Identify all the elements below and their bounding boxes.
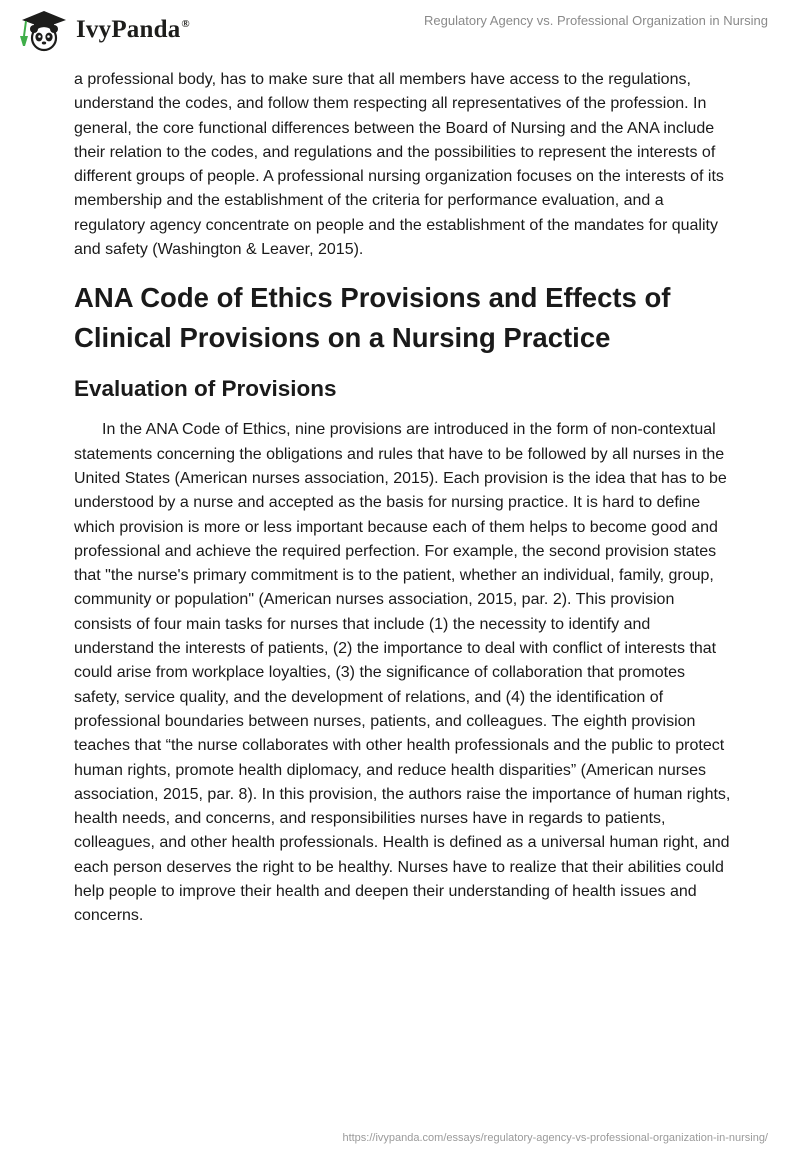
panda-graduation-cap-icon <box>14 8 70 52</box>
document-title: Regulatory Agency vs. Professional Organization in Nursing <box>424 13 768 28</box>
source-url[interactable]: https://ivypanda.com/essays/regulatory-agency-vs-professional-organization-in-nursing/ <box>342 1132 768 1144</box>
brand-text: IvyPanda <box>76 16 181 43</box>
body-paragraph: a professional body, has to make sure that all members have access to the regulations, understand the codes, and follow them respecting all representatives of the profession. In general, the core functional differences between the Board of Nursing and the ANA include their relation to the codes, and regulations and the possibilities to represent the interests of different groups of people. A professional nursing organization focuses on the interests of its membership and the establishment of the criteria for performance evaluation, and a regulatory agency concentrate on people and the establishment of the mandates for quality and safety (Washington & Leaver, 2015). <box>74 71 724 259</box>
registered-mark: ® <box>181 18 190 30</box>
section-heading: ANA Code of Ethics Provisions and Effects of Clinical Provisions on a Nursing Practice <box>74 282 671 354</box>
subsection-heading: Evaluation of Provisions <box>74 376 337 402</box>
essay-content <box>74 68 734 929</box>
brand-name <box>76 16 190 44</box>
ivypanda-logo[interactable] <box>14 8 190 52</box>
body-paragraph: In the ANA Code of Ethics, nine provisions are introduced in the form of non-contextual statements concerning the obligations and rules that have to be followed by all nurses in the United States (American nurses association, 2015). Each provision is the idea that has to be understood by a nurse and accepted as the basis for nursing practice. It is hard to define which provision is more or less important because each of them helps to become good and professional and achieve the required perfection. For example, the second provision states that "the nurse's primary commitment is to the patient, whether an individual, family, group, community or population" (American nurses association, 2015, par. 2). This provision consists of four main tasks for nurses that include (1) the necessity to identify and understand the interests of patients, (2) the importance to deal with conflict of interests that could arise from workplace loyalties, (3) the significance of collaboration that promotes safety, service quality, and the development of relations, and (4) the identification of professional boundaries between nurses, patients, and colleagues. The eighth provision teaches that “the nurse collaborates with other health professionals and the public to protect human rights, promote health diplomacy, and reduce health disparities” (American nurses association, 2015, par. 8). In this provision, the authors raise the importance of human rights, health needs, and concerns, and responsibilities nurses have in regards to patients, colleagues, and other health professionals. Health is defined as a universal human right, and each person deserves the right to be healthy. Nurses have to realize that their abilities could help people to improve their health and deepen their understanding of health issues and concerns. <box>74 421 731 925</box>
page-header <box>0 0 800 60</box>
